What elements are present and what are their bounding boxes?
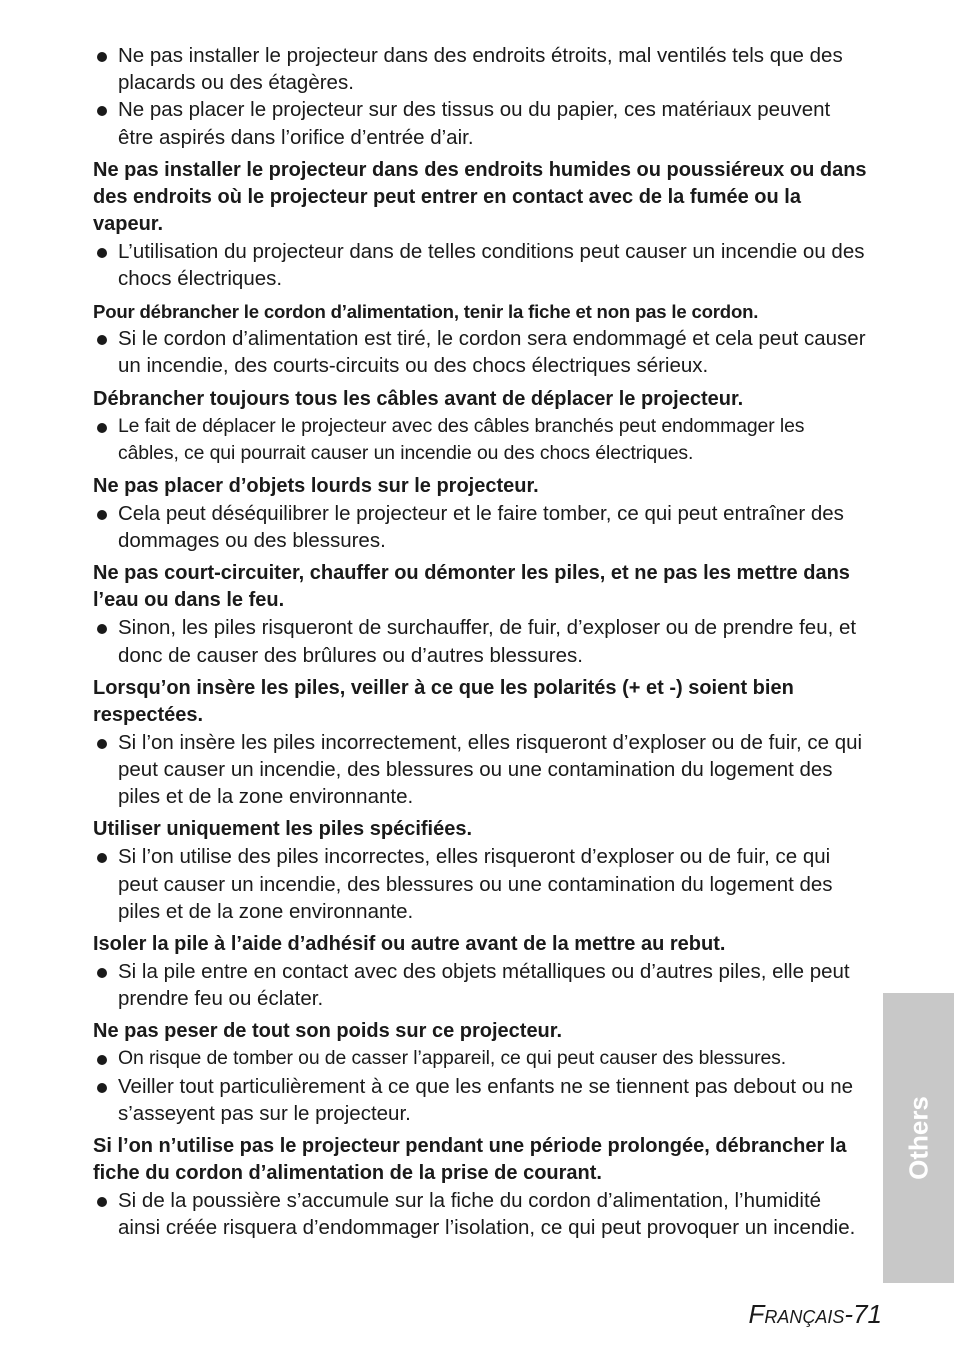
- page-language: Français: [748, 1299, 845, 1329]
- section-humidity: [93, 157, 868, 292]
- side-tab-others: [883, 993, 954, 1283]
- bullet-icon: [97, 52, 107, 62]
- bullet-item: Si de la poussière s’accumule sur la fiche du cordon d’alimentation, l’humidité ainsi créée risquera d’endommager l’isolation, ce qui peut provoquer un incendie.: [93, 1187, 868, 1241]
- bullet-icon: [97, 510, 107, 520]
- bullet-icon: [97, 1055, 107, 1065]
- page-number-value: 71: [853, 1299, 882, 1329]
- bullet-icon: [97, 106, 107, 116]
- section-long-disuse: [93, 1133, 868, 1241]
- bullet-icon: [97, 1197, 107, 1207]
- section-heading: Utiliser uniquement les piles spécifiées.: [93, 818, 473, 841]
- section-weight: [93, 1018, 868, 1127]
- intro-bullets: [93, 42, 868, 151]
- bullet-icon: [97, 739, 107, 749]
- section-specified-batteries: [93, 816, 868, 925]
- section-heading: Ne pas court-circuiter, chauffer ou démonter les piles, et ne pas les mettre dans l’eau ou dans le feu.: [93, 562, 850, 612]
- section-power-cord: [93, 298, 868, 379]
- bullet-item: Ne pas placer le projecteur sur des tissus ou du papier, ces matériaux peuvent être aspirés dans l’orifice d’entrée d’air.: [93, 96, 868, 150]
- bullet-icon: [97, 423, 107, 433]
- section-heading: Ne pas placer d’objets lourds sur le projecteur.: [93, 475, 539, 498]
- bullet-item: Veiller tout particulièrement à ce que les enfants ne se tiennent pas debout ou ne s’asseyent pas sur le projecteur.: [93, 1073, 868, 1127]
- section-battery-polarity: [93, 675, 868, 811]
- bullet-icon: [97, 968, 107, 978]
- bullet-icon: [97, 335, 107, 345]
- bullet-item: L’utilisation du projecteur dans de telles conditions peut causer un incendie ou des chocs électriques.: [93, 238, 868, 292]
- section-cables: [93, 386, 868, 467]
- bullet-item: On risque de tomber ou de casser l’appareil, ce qui peut causer des blessures.: [93, 1045, 868, 1072]
- section-heading: Si l’on n’utilise pas le projecteur pendant une période prolongée, débrancher la fiche du cordon d’alimentation de la prise de courant.: [93, 1135, 847, 1185]
- bullet-icon: [97, 248, 107, 258]
- bullet-icon: [97, 624, 107, 634]
- section-heading: Lorsqu’on insère les piles, veiller à ce que les polarités (+ et -) soient bien respectées.: [93, 676, 794, 726]
- bullet-item: Si le cordon d’alimentation est tiré, le cordon sera endommagé et cela peut causer un incendie, des courts-circuits ou des chocs électriques sérieux.: [93, 325, 868, 379]
- side-tab-label: Others: [903, 1096, 933, 1180]
- bullet-item: Si l’on utilise des piles incorrectes, elles risqueront d’exploser ou de fuir, ce qui peut causer un incendie, des blessures ou une contamination du logement des piles et de la zone environnante.: [93, 843, 868, 925]
- bullet-item: Si l’on insère les piles incorrectement, elles risqueront d’exploser ou de fuir, ce qui peut causer un incendie, des blessures ou une contamination du logement des piles et de la zone environnante.: [93, 729, 868, 811]
- section-heavy-objects: [93, 473, 868, 554]
- document-body: [93, 42, 868, 1247]
- section-heading: Ne pas installer le projecteur dans des endroits humides ou poussiéreux ou dans des endroits où le projecteur peut entrer en contact avec de la fumée ou la vapeur.: [93, 158, 867, 235]
- page-number: [749, 1299, 883, 1330]
- bullet-item: Le fait de déplacer le projecteur avec des câbles branchés peut endommager les câbles, ce qui pourrait causer un incendie ou des chocs électriques.: [93, 413, 868, 467]
- section-heading: Pour débrancher le cordon d’alimentation, tenir la fiche et non pas le cordon.: [93, 301, 759, 323]
- bullet-item: Sinon, les piles risqueront de surchauffer, de fuir, d’exploser ou de prendre feu, et donc de causer des brûlures ou d’autres blessures.: [93, 614, 868, 668]
- bullet-item: Ne pas installer le projecteur dans des endroits étroits, mal ventilés tels que des placards ou des étagères.: [93, 42, 868, 96]
- bullet-icon: [97, 1083, 107, 1093]
- bullet-item: Si la pile entre en contact avec des objets métalliques ou d’autres piles, elle peut prendre feu ou éclater.: [93, 958, 868, 1012]
- section-heading: Débrancher toujours tous les câbles avant de déplacer le projecteur.: [93, 387, 744, 410]
- section-battery-disposal: [93, 931, 868, 1012]
- bullet-icon: [97, 853, 107, 863]
- section-heading: Isoler la pile à l’aide d’adhésif ou autre avant de la mettre au rebut.: [93, 933, 726, 956]
- bullet-item: Cela peut déséquilibrer le projecteur et le faire tomber, ce qui peut entraîner des dommages ou des blessures.: [93, 500, 868, 554]
- section-batteries-short: [93, 560, 868, 668]
- page-separator: -: [844, 1299, 854, 1329]
- section-heading: Ne pas peser de tout son poids sur ce projecteur.: [93, 1020, 563, 1043]
